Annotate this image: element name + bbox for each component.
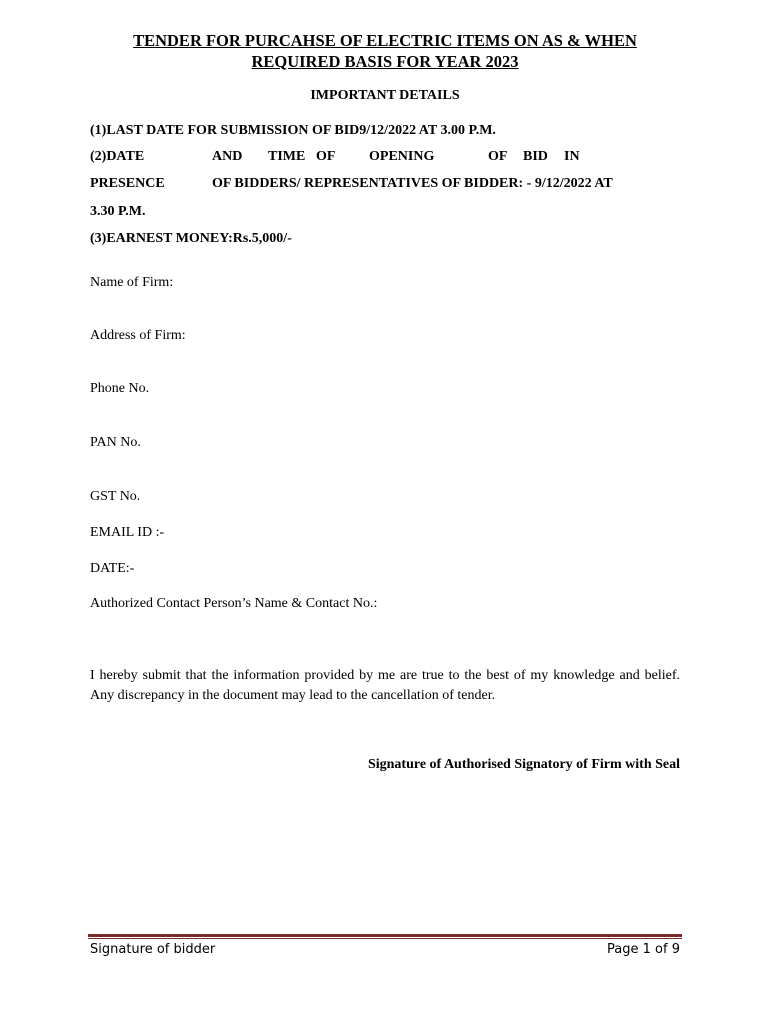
detail-word: IN xyxy=(564,149,580,164)
document-title xyxy=(90,30,680,72)
footer-page-number: Page 1 of 9 xyxy=(607,942,680,957)
detail-word: (2)DATE xyxy=(90,149,145,164)
footer-divider-thin xyxy=(88,938,682,939)
pan-label: PAN No. xyxy=(90,435,141,450)
detail-word: AND xyxy=(212,149,243,164)
detail-word: BID xyxy=(523,149,548,164)
contact-person-label: Authorized Contact Person’s Name & Contact No.: xyxy=(90,596,378,611)
detail-item-1: (1)LAST DATE FOR SUBMISSION OF BID9/12/2022 AT 3.00 P.M. xyxy=(90,123,496,138)
date-label: DATE:- xyxy=(90,561,135,576)
declaration-paragraph: I hereby submit that the information provided by me are true to the best of my knowledge and belief. Any discrepancy in the document may lead to the cancellation of tender. xyxy=(90,668,680,703)
important-details-heading: IMPORTANT DETAILS xyxy=(310,88,460,103)
title-line-2: REQUIRED BASIS FOR YEAR 2023 xyxy=(251,52,519,71)
detail-word: TIME xyxy=(268,149,306,164)
title-line-1: TENDER FOR PURCAHSE OF ELECTRIC ITEMS ON AS & WHEN xyxy=(133,31,637,50)
detail-word: OPENING xyxy=(369,149,435,164)
detail-word: OF BIDDERS/ REPRESENTATIVES OF BIDDER: - 9/12/2022 AT xyxy=(212,176,613,191)
gst-label: GST No. xyxy=(90,489,141,504)
footer-signature-of-bidder: Signature of bidder xyxy=(90,942,216,957)
email-label: EMAIL ID :- xyxy=(90,525,165,540)
phone-label: Phone No. xyxy=(90,381,150,396)
detail-word: OF xyxy=(316,149,336,164)
detail-item-2-line-1 xyxy=(90,149,680,169)
signatory-label: Signature of Authorised Signatory of Firm with Seal xyxy=(367,757,680,772)
footer-divider xyxy=(88,934,682,937)
detail-item-3: (3)EARNEST MONEY:Rs.5,000/- xyxy=(90,231,292,246)
firm-name-label: Name of Firm: xyxy=(90,275,174,290)
detail-item-2-line-2 xyxy=(90,176,680,196)
detail-word: PRESENCE xyxy=(90,176,165,191)
detail-item-2-line-3: 3.30 P.M. xyxy=(90,204,146,219)
detail-word: OF xyxy=(488,149,508,164)
firm-address-label: Address of Firm: xyxy=(90,328,186,343)
